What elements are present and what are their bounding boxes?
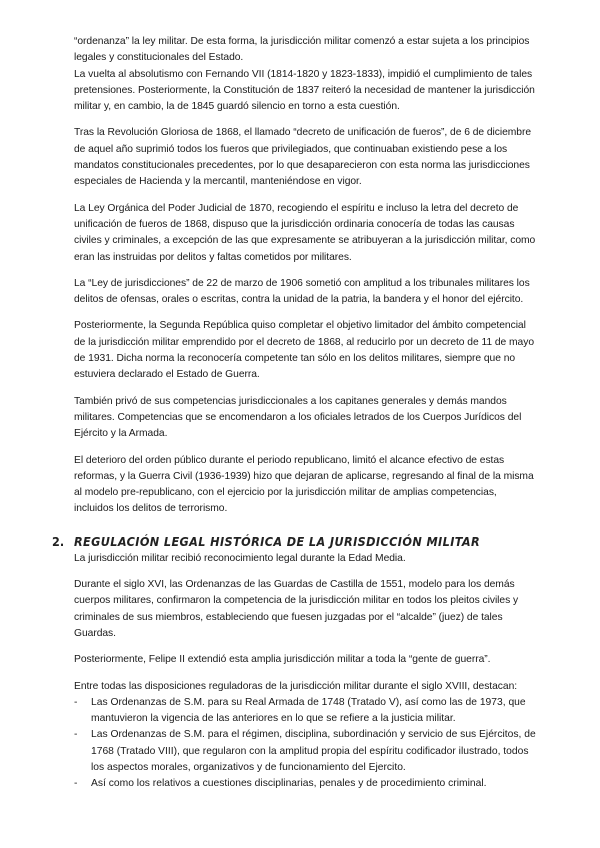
paragraph: “ordenanza” la ley militar. De esta forma, la jurisdicción militar comenzó a estar sujeta a los principios legales y constitucionales del Estado. bbox=[74, 36, 530, 64]
paragraph: El deterioro del orden público durante el periodo republicano, limitó el alcance efectivo de estas reformas, y la Guerra Civil (1936-1939) hizo que dejaran de aplicarse, regresando al final de la misma al modelo pre-republicano, con el ejercicio por la jurisdicción militar de amplias competencias, incluidos los delitos de terrorismo. bbox=[74, 454, 534, 515]
section-number: 2. bbox=[52, 533, 65, 549]
list-item-text: Las Ordenanzas de S.M. para su Real Armada de 1748 (Tratado V), así como las de 1973, que mantuvieron la vigencia de las anteriores en lo que se refiere a la justicia militar. bbox=[91, 696, 526, 725]
dash-marker: - bbox=[74, 778, 78, 790]
paragraph: Posteriormente, la Segunda República quiso completar el objetivo limitador del ámbito competencial de la jurisdicción militar emprendido por el decreto de 1868, al reducirlo por un decreto de 11 de mayo de 1931. Dicha norma la reconocería competente tan sólo en los delitos militares, siempre que no estuviera declarado el Estado de Guerra. bbox=[74, 320, 535, 381]
dash-marker: - bbox=[74, 729, 78, 741]
section-heading bbox=[52, 534, 538, 549]
paragraph: Entre todas las disposiciones reguladoras de la jurisdicción militar durante el siglo XVIII, destacan: bbox=[74, 680, 518, 692]
section-title: REGULACIÓN LEGAL HISTÓRICA DE LA JURISDICCIÓN MILITAR bbox=[74, 533, 481, 549]
list-item bbox=[74, 695, 538, 728]
bullet-list bbox=[74, 695, 538, 793]
list-item-text: Las Ordenanzas de S.M. para el régimen, disciplina, subordinación y servicio de sus Ejércitos, de 1768 (Tratado VIII), que regularon con la amplitud propia del espíritu codificador ilustrado, todos los aspectos morales, organizativos y de funcionamiento del Ejercito. bbox=[91, 729, 536, 773]
paragraph: La vuelta al absolutismo con Fernando VII (1814-1820 y 1823-1833), impidió el cumplimiento de tales pretensiones. Posteriormente, la Constitución de 1837 reiteró la necesidad de mantener la jurisdicción militar y, en cambio, la de 1845 guardó silencio en torno a esta cuestión. bbox=[74, 68, 535, 113]
paragraph: Tras la Revolución Gloriosa de 1868, el llamado “decreto de unificación de fueros”, de 6 de diciembre de aquel año suprimió todos los fueros que privilegiados, que continuaban existiendo pese a los mandatos constitucionales precedentes, por lo que desaparecieron con esta norma las jurisdicciones especiales de Hacienda y la mercantil, manteniéndose en vigor. bbox=[74, 127, 532, 188]
paragraph: La Ley Orgánica del Poder Judicial de 1870, recogiendo el espíritu e incluso la letra del decreto de unificación de fueros de 1868, dispuso que la jurisdicción ordinaria conocería de todas las causas civiles y criminales, a excepción de las que expresamente se atribuyeran a la jurisdicción militar, como eran las instruidas por delitos y faltas cometidos por militares. bbox=[74, 202, 536, 263]
list-item bbox=[74, 727, 538, 776]
paragraph: La “Ley de jurisdicciones” de 22 de marzo de 1906 sometió con amplitud a los tribunales militares los delitos de ofensas, orales o escritas, contra la unidad de la patria, la bandera y el honor del ejército. bbox=[74, 277, 530, 306]
list-item bbox=[74, 776, 538, 792]
list-item-text: Así como los relativos a cuestiones disciplinarias, penales y de procedimiento criminal. bbox=[91, 778, 487, 790]
dash-marker: - bbox=[74, 696, 78, 708]
paragraph: También privó de sus competencias jurisdiccionales a los capitanes generales y demás mandos militares. Competencias que se encomendaron a los oficiales letrados de los Cuerpos Jurídicos del Ejército y la Armada. bbox=[74, 395, 522, 440]
paragraph: Durante el siglo XVI, las Ordenanzas de las Guardas de Castilla de 1551, modelo para los demás cuerpos militares, confirmaron la competencia de la jurisdicción militar en todos los pleitos civiles y criminales de sus miembros, estableciendo que fuesen juzgadas por el “alcalde” (juez) de tales Guardas. bbox=[74, 579, 519, 639]
paragraph: La jurisdicción militar recibió reconocimiento legal durante la Edad Media. bbox=[74, 552, 406, 564]
paragraph: Posteriormente, Felipe II extendió esta amplia jurisdicción militar a toda la “gente de guerra”. bbox=[74, 654, 491, 666]
